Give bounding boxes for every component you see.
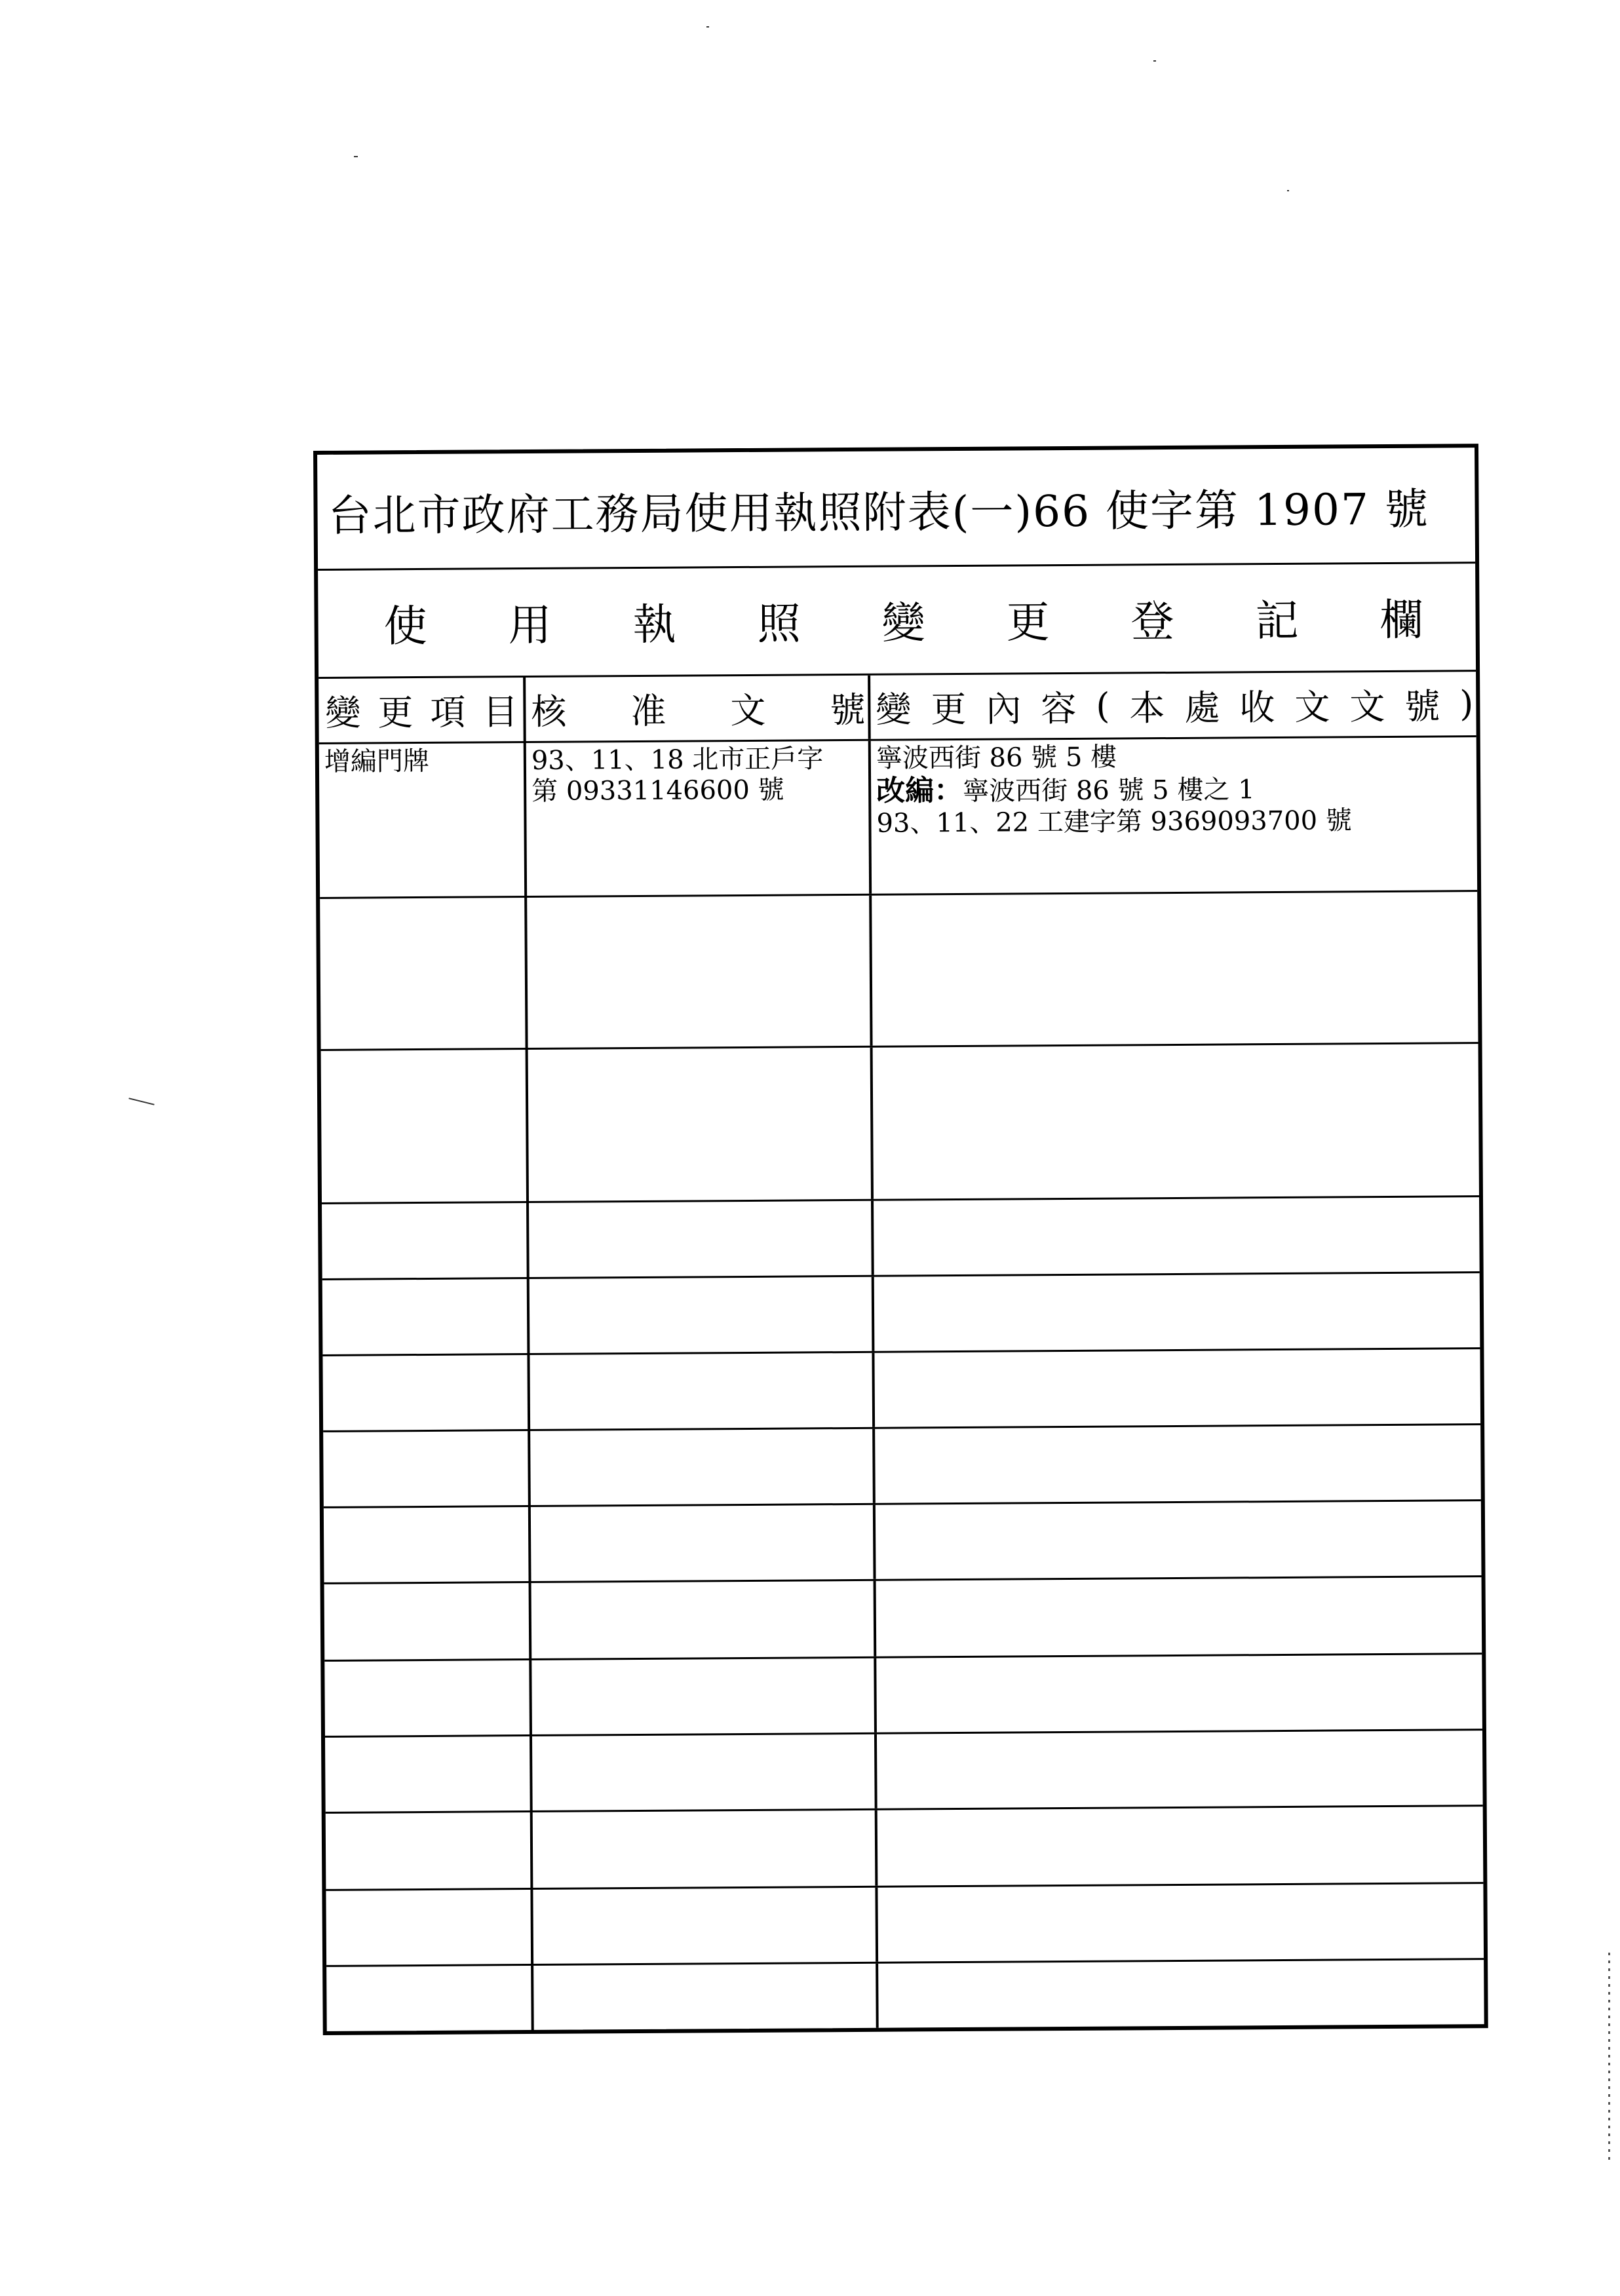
empty-cell (530, 1353, 875, 1429)
header-char: 更 (931, 688, 967, 731)
empty-cell (531, 1658, 877, 1734)
empty-cell (326, 1812, 533, 1889)
table-header-row (318, 672, 1476, 744)
header-char: 准 (630, 690, 666, 733)
empty-cell (878, 1884, 1484, 1962)
empty-cell (528, 1048, 874, 1201)
empty-cell (874, 1349, 1480, 1427)
section-title-char: 用 (508, 600, 552, 651)
empty-cell (530, 1277, 875, 1353)
change-item-text: 增編門牌 (324, 746, 430, 777)
header-char: 文 (730, 689, 766, 732)
header-char: 目 (482, 691, 518, 733)
empty-cell (320, 898, 528, 1049)
empty-cell (527, 896, 872, 1048)
change-content-cell (871, 737, 1477, 894)
change-item-cell (319, 743, 527, 897)
header-char: 文 (1294, 686, 1330, 728)
approval-number-cell (526, 741, 872, 896)
header-char: 處 (1184, 687, 1220, 729)
table-row (321, 1044, 1479, 1204)
empty-cell (533, 1964, 879, 2030)
empty-cell (531, 1581, 877, 1658)
header-char: 號 (1404, 685, 1440, 727)
empty-cell (321, 1050, 529, 1202)
header-char: ) (1459, 683, 1474, 725)
empty-cell (324, 1507, 531, 1582)
empty-cell (876, 1577, 1482, 1656)
empty-cell (872, 892, 1478, 1046)
empty-cell (873, 1044, 1479, 1199)
section-title-char: 使 (383, 600, 427, 652)
scan-speck (1287, 190, 1289, 191)
approval-line: 第 09331146600 號 (531, 775, 784, 807)
content-line: 寧波西街 86 號 5 樓 (876, 742, 1117, 774)
empty-cell (533, 1810, 878, 1888)
empty-cell (326, 1890, 533, 1965)
table-row (326, 1960, 1484, 2031)
table-row (326, 1807, 1484, 1891)
empty-cell (874, 1273, 1480, 1351)
table-row (322, 1273, 1480, 1356)
section-title-char: 更 (1006, 597, 1050, 648)
section-title-char: 欄 (1379, 594, 1423, 646)
header-char: 變 (325, 692, 361, 734)
section-title-char: 登 (1130, 596, 1174, 647)
column-header-approval (526, 676, 871, 741)
usage-permit-change-form (313, 444, 1488, 2035)
form-title: 台北市政府工務局使用執照附表(一)66 使字第 1907 號 (317, 448, 1475, 571)
empty-cell (878, 1960, 1484, 2028)
header-char: 更 (377, 692, 414, 734)
table-row (326, 1884, 1484, 1967)
content-line: 93、11、22 工建字第 9369093700 號 (876, 805, 1352, 839)
empty-cell (874, 1197, 1480, 1275)
header-char: 項 (430, 691, 466, 733)
empty-cell (324, 1660, 532, 1736)
empty-cell (876, 1501, 1482, 1579)
section-title-char: 變 (881, 598, 925, 649)
empty-cell (532, 1734, 878, 1810)
scan-speck (128, 1098, 154, 1105)
header-char: 變 (876, 689, 912, 731)
empty-cell (323, 1431, 531, 1506)
table-row (324, 1501, 1482, 1584)
empty-cell (875, 1425, 1481, 1503)
section-title-char: 照 (757, 598, 801, 649)
table-row (319, 737, 1477, 899)
empty-cell (533, 1888, 878, 1964)
header-char: 文 (1349, 686, 1385, 728)
empty-cell (325, 1736, 533, 1812)
empty-cell (322, 1355, 530, 1430)
column-header-content (870, 672, 1476, 739)
empty-cell (877, 1731, 1483, 1808)
header-char: 內 (986, 688, 1022, 730)
header-char: 本 (1129, 687, 1165, 729)
content-amended-line (876, 771, 1473, 808)
section-title-char: 記 (1255, 595, 1299, 647)
empty-cell (531, 1505, 876, 1581)
empty-cell (326, 1966, 534, 2031)
empty-cell (530, 1429, 876, 1505)
scan-speck (1153, 60, 1156, 62)
table-row (322, 1349, 1480, 1432)
header-char: ( (1096, 685, 1110, 727)
section-title (318, 562, 1476, 679)
section-title-char: 執 (632, 599, 676, 651)
header-char: 核 (531, 691, 567, 733)
table-row (323, 1425, 1481, 1508)
empty-cell (322, 1279, 530, 1354)
scan-edge-marks (1608, 1953, 1610, 2162)
table-row (322, 1197, 1480, 1280)
empty-cell (878, 1807, 1484, 1886)
empty-cell (324, 1583, 532, 1660)
amended-address: 寧波西街 86 號 5 樓之 1 (963, 775, 1255, 807)
empty-cell (529, 1201, 874, 1277)
column-header-item (318, 678, 526, 742)
table-row (324, 1655, 1482, 1738)
approval-line: 93、11、18 北市正戶字 (531, 744, 824, 776)
empty-cell (876, 1655, 1482, 1732)
amended-label: 改編： (876, 774, 963, 808)
header-char: 收 (1239, 687, 1275, 729)
header-char: 號 (830, 689, 866, 731)
table-row (325, 1731, 1483, 1814)
change-record-table (318, 672, 1484, 2031)
scan-speck (706, 26, 709, 28)
scan-speck (354, 156, 358, 157)
empty-cell (322, 1203, 530, 1278)
table-row (320, 892, 1478, 1051)
table-row (324, 1577, 1482, 1662)
header-char: 容 (1041, 687, 1077, 730)
